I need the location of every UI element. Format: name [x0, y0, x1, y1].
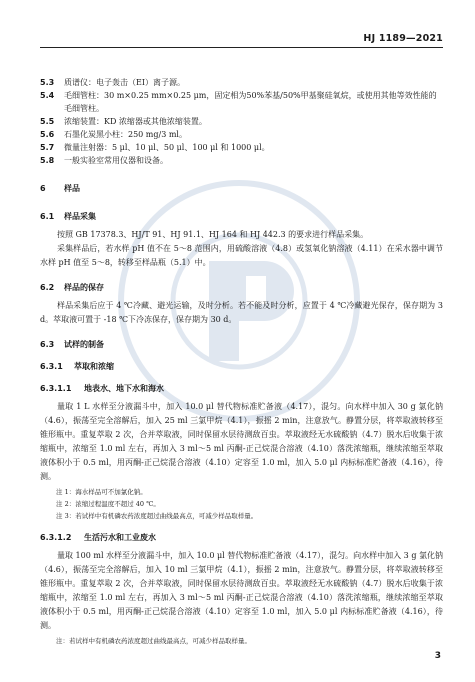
page-header: [40, 33, 443, 48]
clause-heading: 6.3.1.2 生活污水和工业废水: [40, 533, 156, 542]
note: 注 1：海水样品可不加氯化钠。: [56, 488, 147, 496]
list-item: 5.4 毛细管柱：30 m×0.25 mm×0.25 μm，固定相为50%苯基/50%甲基聚硅氧烷，或使用其他等效性能的毛细管柱。: [40, 91, 437, 113]
note: 注 2：浓缩过程温度不超过 40 ℃。: [56, 500, 160, 508]
subsection-heading: 6.3 试样的制备: [40, 340, 104, 349]
list-item: 5.7 微量注射器：5 μl、10 μl、50 μl、100 μl 和 1000 μl。: [40, 143, 270, 152]
page-number: 3: [434, 651, 441, 661]
paragraph: 量取 100 ml 水样至分液漏斗中，加入 10.0 μl 替代物标准贮备液（4.17），混匀。向水样中加入 3 g 氯化钠（4.6），振荡至完全溶解后，加入 10 ml 三氯甲烷（4.1），振摇 2 min，注意放气。静置分层，将萃取液转移至锥形瓶中。重复萃取 2 次，合并萃取液，同时保留水层待测敌百虫。萃取液经无水硫酸钠（4.7）脱水后收集于浓缩瓶中，浓缩至 1.0 ml 左右，再加入 3 ml～5 ml 丙酮-正己烷混合溶液（4.10）落洗浓缩瓶，继续浓缩至萃取液体积小于 0.5 ml，用丙酮-正己烷混合溶液（4.10）定容至 1.0 ml，加入 5.0 μl 内标标准贮备液（4.16），待测。: [40, 551, 443, 630]
list-item: 5.8 一般实验室常用仪器和设备。: [40, 156, 168, 165]
subsection-heading: 6.1 样品采集: [40, 212, 96, 221]
clause-heading: 6.3.1.1 地表水、地下水和海水: [40, 384, 164, 393]
paragraph: 采集样品后，若水样 pH 值不在 5～8 范围内，用硫酸溶液（4.8）或氢氧化钠溶液（4.11）在采水器中调节水样 pH 值至 5～8，转移至样品瓶（5.1）中。: [40, 244, 443, 267]
subsection-heading: 6.2 样品的保存: [40, 283, 104, 292]
paragraph: 样品采集后应于 4 ℃冷藏、避光运输，及时分析。若不能及时分析，应置于 4 ℃冷藏避光保存，保存期为 3 d。萃取液可置于 -18 ℃下冷冻保存，保存期为 30 d。: [40, 301, 443, 324]
note: 注：若试样中有机磷农药浓度超过曲线最高点，可减少样品取样量。: [56, 637, 251, 645]
list-item: 5.6 石墨化炭黑小柱：250 mg/3 ml。: [40, 130, 187, 139]
subsubsection-heading: 6.3.1 萃取和浓缩: [40, 362, 114, 371]
note: 注 3：若试样中有机磷农药浓度超过曲线最高点，可减少样品取样量。: [56, 512, 258, 520]
standard-code: HJ 1189—2021: [363, 33, 443, 44]
list-item: 5.3 质谱仪：电子轰击（EI）离子源。: [40, 78, 185, 87]
list-item: 5.5 浓缩装置：KD 浓缩器或其他浓缩装置。: [40, 117, 207, 126]
section-heading: 6 样品: [40, 184, 80, 193]
page-content: [40, 76, 443, 647]
paragraph: 量取 1 L 水样至分液漏斗中，加入 10.0 μl 替代物标准贮备液（4.17），混匀。向水样中加入 30 g 氯化钠（4.6），振荡至完全溶解后，加入 25 ml 三氯甲烷（4.1），振摇 2 min，注意放气。静置分层，将萃取液转移至锥形瓶中。重复萃取 2 次，合并萃取液，同时保留水层待测敌百虫。萃取液经无水硫酸钠（4.7）脱水后收集于浓缩瓶中，浓缩至 1.0 ml 左右，再加入 3 ml～5 ml 丙酮-正己烷混合溶液（4.10）落洗浓缩瓶，继续浓缩至萃取液体积小于 0.5 ml，用丙酮-正己烷混合溶液（4.10）定容至 1.0 ml，加入 5.0 μl 内标标准贮备液（4.16），待测。: [40, 402, 443, 481]
paragraph: 按照 GB 17378.3、HJ/T 91、HJ 91.1、HJ 164 和 HJ 442.3 的要求进行样品采集。: [57, 230, 369, 239]
equipment-list: [40, 76, 443, 167]
